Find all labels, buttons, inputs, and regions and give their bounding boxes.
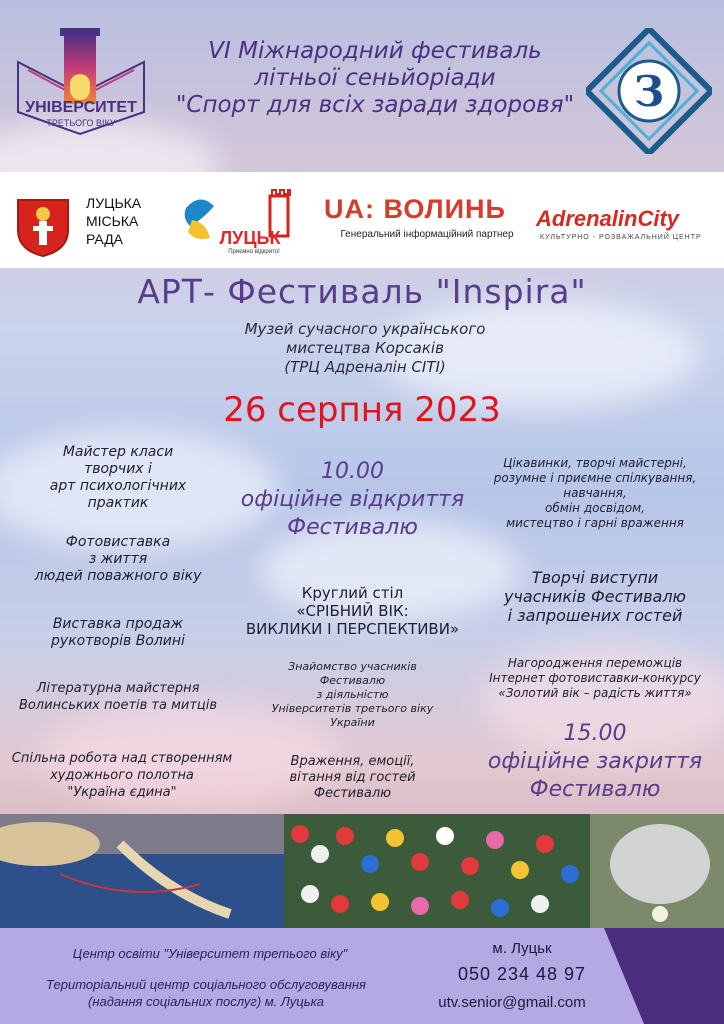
festival-title-line: VI Міжнародний фестиваль (208, 38, 542, 64)
university-subtitle: ТРЕТЬОГО ВІКУ (46, 118, 116, 128)
left-item-literary-workshop (8, 680, 228, 714)
acquaint-line: Фестивалю (319, 674, 386, 687)
council-line: ЛУЦЬКА (86, 195, 142, 211)
awards-line: Нагородження переможців (507, 656, 683, 670)
left-item-line: Спільна робота над створенням (11, 751, 233, 766)
badge-letter: З (633, 67, 665, 116)
adrenalin-city-logo: AdrenalinCity (536, 206, 680, 231)
impressions-line: вітання від гостей (289, 770, 416, 785)
festival-title-line: літньої сеньйоріади (254, 65, 496, 91)
left-item-line: Фотовиставка (65, 534, 171, 550)
lutsk-coat-of-arms (14, 196, 72, 258)
venue-line: мистецтва Корсаків (286, 339, 444, 357)
left-item-line: рукотворів Волині (51, 633, 185, 649)
left-item-line: Волинських поетів та митців (18, 698, 218, 713)
venue (200, 320, 530, 377)
round-table (225, 584, 480, 638)
university-name: УНІВЕРСИТЕТ (25, 99, 137, 116)
footer-org-line: Територіальний центр соціального обслуговування (46, 977, 366, 992)
adrenalin-city-subtitle: КУЛЬТУРНО - РОЗВАЖАЛЬНИЙ ЦЕНТР (540, 234, 702, 241)
lutsk-logo-text: ЛУЦЬК (219, 228, 281, 248)
left-item-sale-exhibition (8, 616, 228, 650)
interesting-line: обмін досвідом, (545, 501, 645, 515)
closing-line: Фестивалю (529, 777, 661, 802)
left-item-line: практик (87, 495, 149, 511)
festival-date: 26 серпня 2023 (223, 390, 501, 430)
interesting-line: розумне і приємне спілкування, (493, 471, 697, 485)
lutsk-city-council (86, 194, 141, 248)
ua-volyn-subtitle: Генеральний інформаційний партнер (340, 229, 514, 240)
left-item-line: творчих і (84, 461, 152, 477)
council-line: МІСЬКА (86, 213, 139, 229)
contact-city: м. Луцьк (492, 940, 552, 957)
awards (470, 656, 720, 701)
round-table-line: ВИКЛИКИ І ПЕРСПЕКТИВИ» (245, 620, 460, 638)
opening-line: Фестивалю (287, 515, 418, 540)
left-item-line: Літературна майстерня (36, 681, 200, 696)
festival-title (160, 38, 590, 119)
contact-email: utv.senior@gmail.com (438, 994, 586, 1011)
acquaint-line: з діяльністю (316, 688, 389, 701)
photo-strip (0, 814, 724, 928)
left-item-line: художнього полотна (50, 768, 194, 783)
council-line: РАДА (86, 231, 124, 247)
festival-title-line: "Спорт для всіх заради здоровя" (175, 92, 575, 118)
left-item-joint-canvas (2, 750, 242, 801)
venue-line: (ТРЦ Адреналін СІТІ) (284, 358, 446, 376)
festival-badge-logo (586, 28, 712, 154)
closing-time (470, 720, 720, 804)
round-table-line: Круглий стіл (301, 584, 404, 602)
opening-time (225, 458, 480, 542)
round-table-line: «СРІБНИЙ ВІК: (296, 602, 409, 620)
lutsk-city-logo (180, 186, 306, 256)
left-item-photo-exhibition (8, 534, 228, 585)
footer-org-university: Центр освіти "Університет третього віку" (72, 946, 348, 961)
left-item-line: Майстер класи (62, 444, 174, 460)
ua-volyn-logo: UA: ВОЛИНЬ (324, 194, 506, 224)
impressions (225, 754, 480, 802)
acquaintance (225, 660, 480, 730)
footer-org-social-center (6, 976, 406, 1010)
performances-line: Творчі виступи (531, 568, 659, 587)
left-item-line: Виставка продаж (52, 616, 184, 632)
closing-line: 15.00 (563, 721, 627, 746)
left-item-line: з життя (88, 551, 148, 567)
awards-line: «Золотий вік – радість життя» (498, 686, 692, 700)
interesting-line: навчання, (563, 486, 627, 500)
performances-line: учасників Фестивалю (503, 587, 687, 606)
venue-line: Музей сучасного українського (244, 320, 486, 338)
university-logo (10, 22, 152, 146)
opening-line: офіційне відкриття (240, 487, 465, 512)
closing-line: офіційне закриття (487, 749, 703, 774)
contact-phone: 050 234 48 97 (457, 964, 587, 984)
interesting-line: Цікавинки, творчі майстерні, (503, 456, 687, 470)
left-item-masterclasses (8, 444, 228, 512)
left-item-line: людей поважного віку (34, 568, 202, 584)
impressions-line: Враження, емоції, (290, 754, 415, 769)
footer-accent (604, 928, 724, 1024)
creative-performances (470, 568, 720, 625)
lutsk-logo-slogan: Приємно відкрито! (228, 249, 280, 255)
footer-org-line: (надання соціальних послуг) м. Луцька (88, 994, 324, 1009)
impressions-line: Фестивалю (313, 786, 392, 801)
performances-line: і запрошених гостей (507, 606, 683, 625)
acquaint-line: України (330, 716, 375, 729)
art-festival-title: АРТ- Фестиваль "Inspira" (137, 272, 587, 311)
opening-line: 10.00 (321, 459, 384, 484)
acquaint-line: Університетів третього віку (271, 702, 434, 715)
left-item-line: "Україна єдина" (67, 785, 177, 800)
acquaint-line: Знайомство учасників (288, 660, 417, 673)
left-item-line: арт психологічних (49, 478, 187, 494)
interesting-line: мистецтво і гарні враження (506, 516, 684, 530)
awards-line: Інтернет фотовиставки-конкурсу (489, 671, 701, 685)
interesting-things (470, 456, 720, 531)
